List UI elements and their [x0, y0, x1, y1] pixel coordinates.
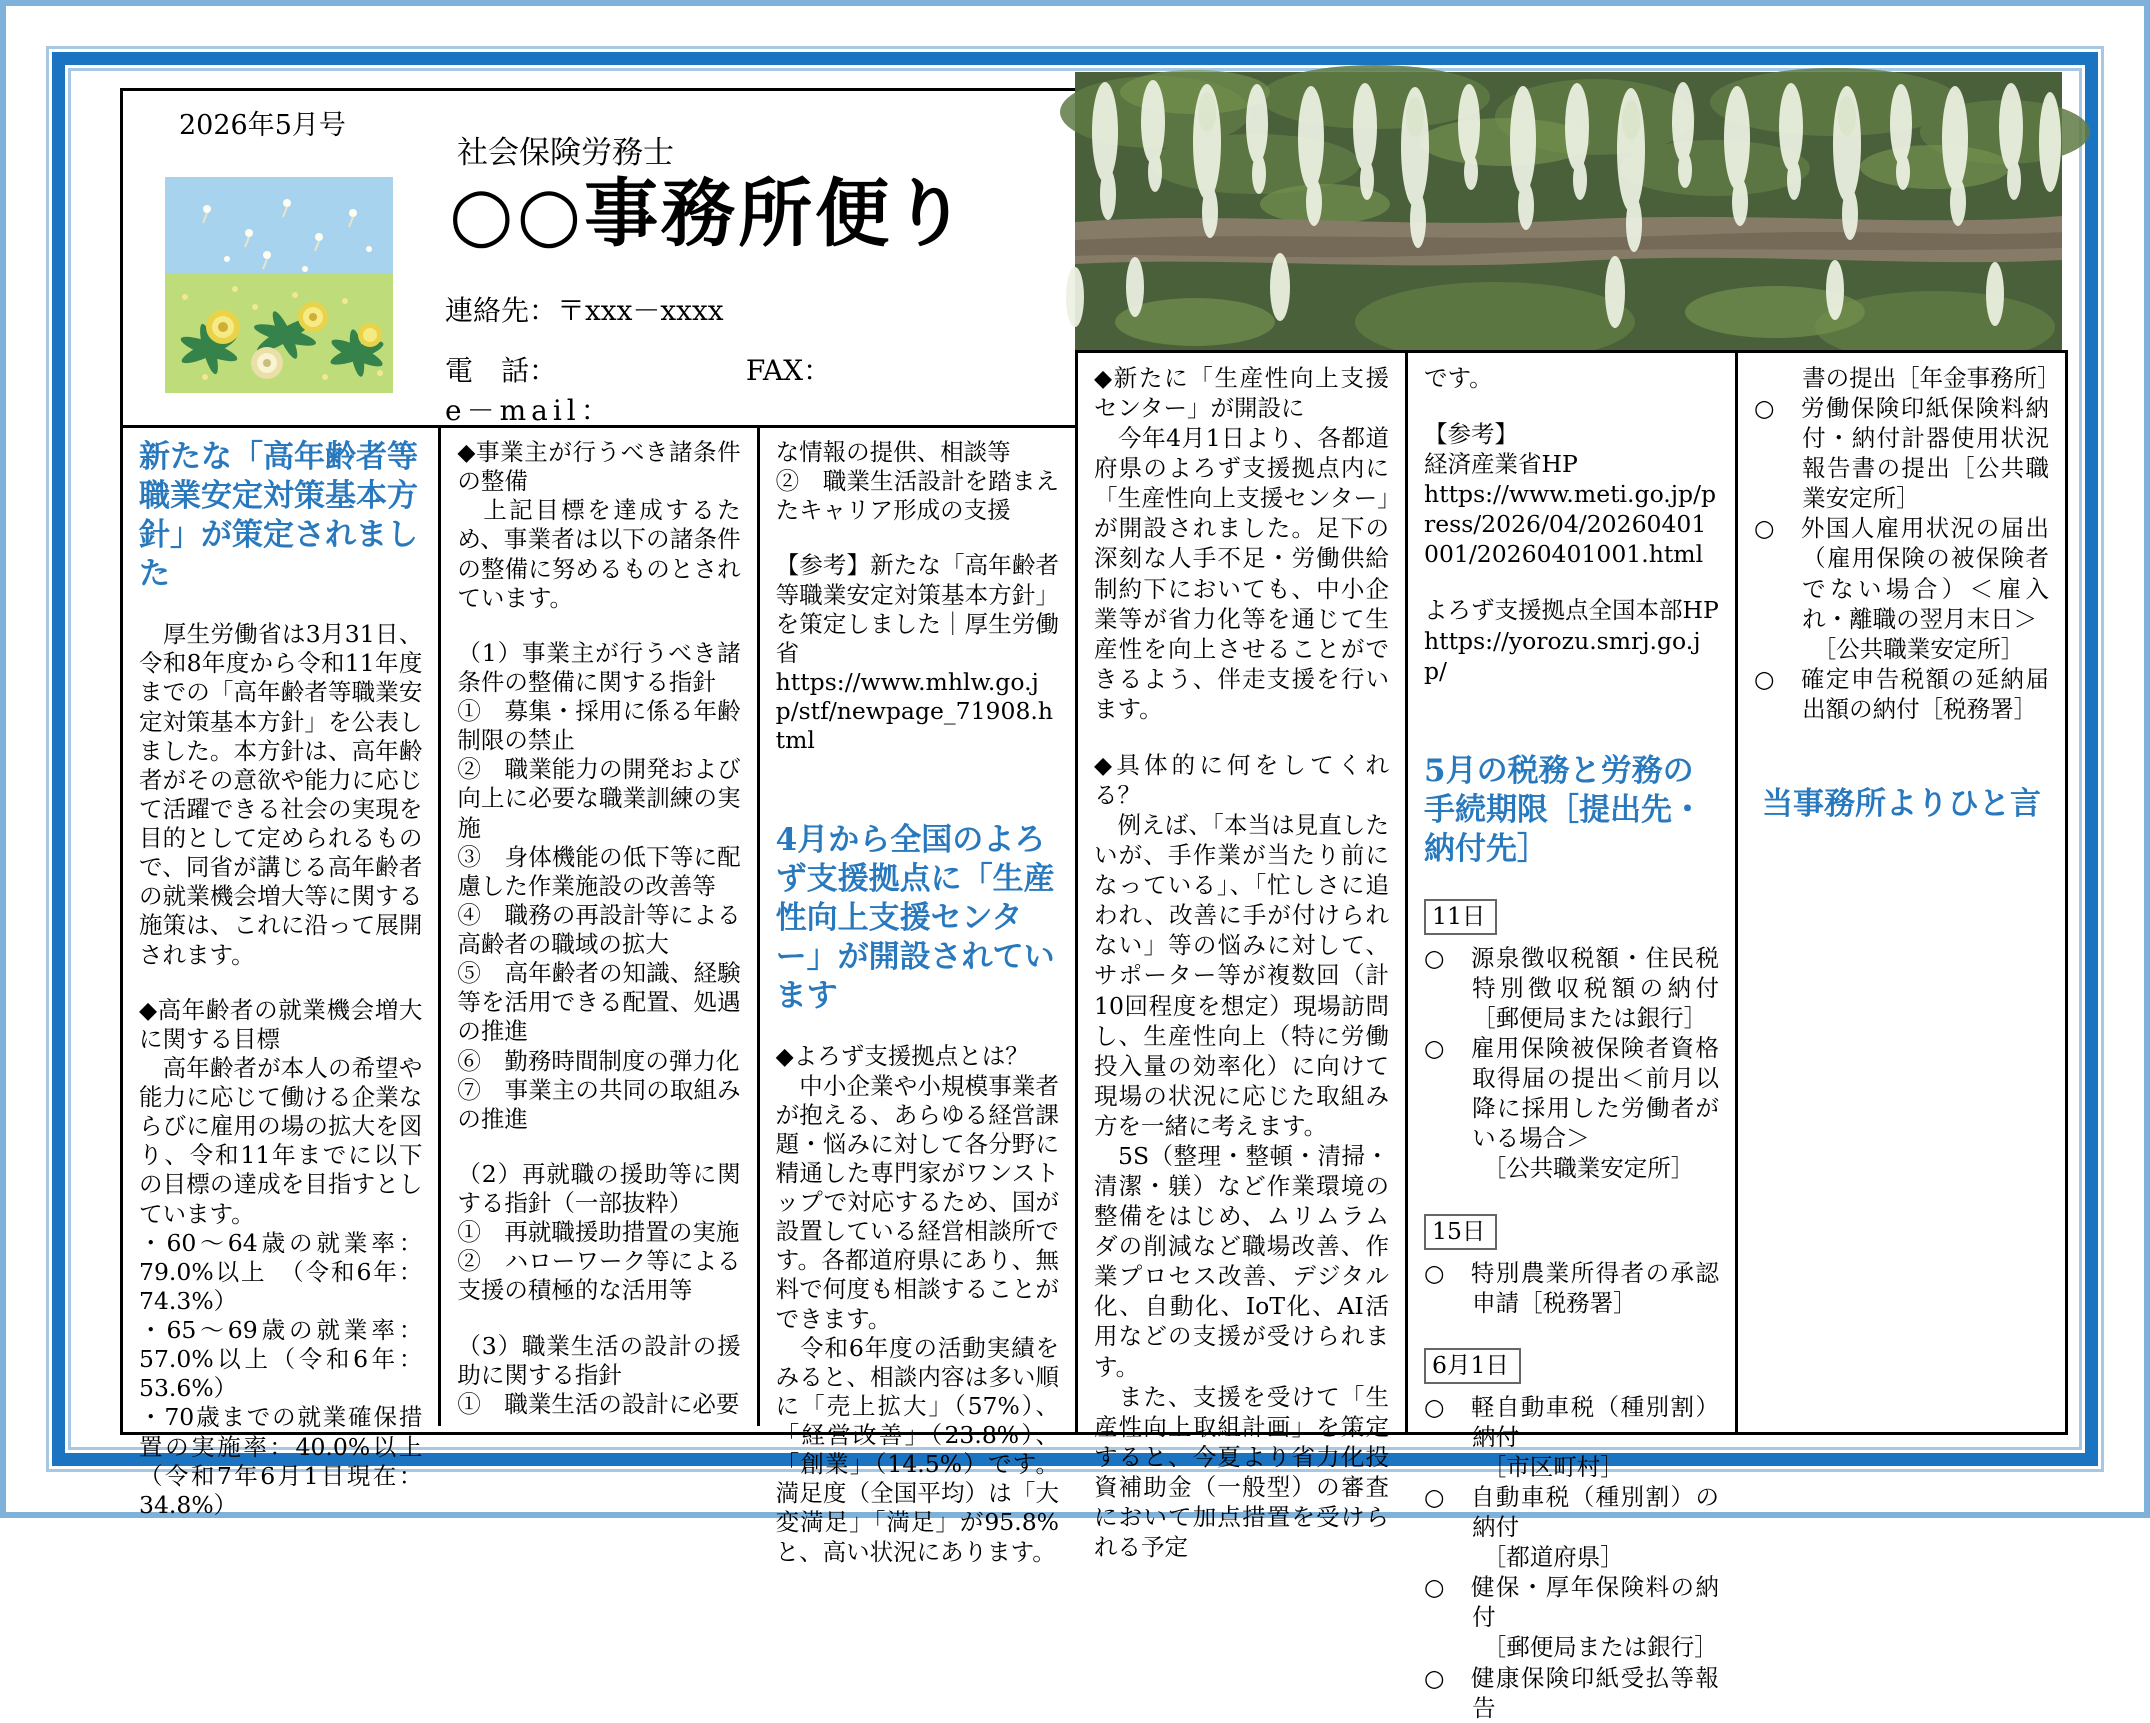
what-body: 中小企業や小規模事業者が抱える、あらゆる経営課題・悩みに対して各分野に精通した専門家がワンストップで対応するため、国が設置している経営相談所です。各都道府県にあり、無料で何度も相談することができます。 — [775, 1071, 1059, 1333]
guideline2-title: （2）再就職の援助等に関する指針（一部抜粋） — [457, 1159, 741, 1217]
guideline3-item: ① 職業生活の設計に必要 — [457, 1389, 740, 1418]
schedule-item: ○ 確定申告税額の延納届出額の納付［税務署］ — [1754, 664, 2049, 723]
guideline3-title: （3）職業生活の設計の援助に関する指針 — [457, 1331, 741, 1389]
schedule-item: ○ 雇用保険被保険者資格取得届の提出＜前月以降に採用した労働者がいる場合＞ — [1424, 1034, 1719, 1153]
reference-name: 経済産業省HP — [1424, 450, 1578, 479]
detail-body-continued: です。 — [1424, 364, 1493, 392]
closing-heading: 当事務所よりひと言 — [1762, 785, 2041, 822]
guideline1-item: ⑤ 高年齢者の知識、経験等を活用できる配置、処遇の推進 — [457, 959, 741, 1046]
what-body: 令和6年度の活動実績をみると、相談内容は多い順に「売上拡大」（57%）、「経営改善」（23.8%）、「創業」（14.5%）です。満足度（全国平均）は「大変満足」「満足」が95.8%と、高い状況にあります。 — [775, 1333, 1059, 1566]
goal-heading: ◆高年齢者の就業機会増大に関する目標 — [139, 995, 423, 1053]
profession-label: 社会保険労務士 — [457, 135, 674, 171]
deadline-date-box: 6月1日 — [1424, 1348, 1521, 1384]
schedule-item-place: ［郵便局または銀行］ — [1482, 1633, 1718, 1662]
guideline1-item: ⑥ 勤務時間制度の弾力化 — [457, 1046, 740, 1075]
wisteria-photo — [1075, 72, 2062, 350]
schedule-item: ○ 外国人雇用状況の届出（雇用保険の被保険者でない場合）＜雇入れ・離職の翌月末日＞ — [1754, 514, 2049, 633]
column-2 — [438, 428, 756, 1426]
article1-heading: 新たな「高年齢者等職業安定対策基本方針」が策定されました — [139, 439, 418, 593]
guideline1-item: ④ 職務の再設計等による高齢者の職域の拡大 — [457, 900, 741, 958]
employer-heading: ◆事業主が行うべき諸条件の整備 — [457, 438, 741, 496]
employer-body: 上記目標を達成するため、事業者は以下の諸条件の整備に努めるものとされています。 — [457, 496, 741, 612]
reference-url: https://www.meti.go.jp/press/2026/04/20260401001/20260401001.html — [1424, 480, 1717, 569]
deadline-date-box: 15日 — [1424, 1214, 1497, 1250]
goal-item: ・65～69歳の就業率：57.0%以上（令和6年：53.6%） — [139, 1316, 423, 1403]
what-heading: ◆よろず支援拠点とは？ — [775, 1042, 1029, 1071]
masthead — [123, 91, 1075, 428]
guideline1-item: ⑦ 事業主の共同の取組みの推進 — [457, 1075, 741, 1133]
email-label: e－mail： — [445, 394, 614, 427]
reference-url: https://yorozu.smrj.go.jp/ — [1424, 626, 1701, 685]
guideline1-item: ③ 身体機能の低下等に配慮した作業施設の改善等 — [457, 842, 741, 900]
guideline1-item: ① 募集・採用に係る年齢制限の禁止 — [457, 697, 741, 755]
open-heading: ◆新たに「生産性向上支援センター」が開設に — [1094, 364, 1389, 423]
guideline1-item: ② 職業能力の開発および向上に必要な職業訓練の実施 — [457, 755, 741, 842]
article1-intro: 厚生労働省は3月31日、令和8年度から令和11年度までの「高年齢者等職業安定対策基本方針」を公表しました。本方針は、高年齢者がその意欲や能力に応じて活躍できる社会の実現を目的として定められるもので、同省が講じる高年齢者の就業機会増大等に関する施策は、これに沿って展開されます。 — [139, 620, 423, 969]
reference-name: よろず支援拠点全国本部HP — [1424, 596, 1719, 625]
schedule-item: ○ 源泉徴収税額・住民税特別徴収税額の納付［郵便局または銀行］ — [1424, 943, 1719, 1033]
guideline3-item: ② 職業生活設計を踏まえたキャリア形成の支援 — [775, 467, 1059, 525]
guideline1-title: （1）事業主が行うべき諸条件の整備に関する指針 — [457, 638, 741, 696]
schedule-heading: 5月の税務と労務の手続期限［提出先・納付先］ — [1424, 752, 1703, 867]
dandelion-illustration — [165, 177, 393, 393]
contact-postal: 連絡先：〒xxx－xxxx — [445, 294, 724, 327]
column-3 — [757, 428, 1075, 1566]
schedule-item: ○ 健保・厚年保険料の納付 — [1424, 1573, 1719, 1632]
column-5 — [1405, 353, 1735, 1722]
schedule-item-place: ［公共職業安定所］ — [1482, 1154, 1695, 1183]
detail-body: 例えば、「本当は見直したいが、手作業が当たり前になっている」、「忙しさに追われ、改善に手が付けられない」等の悩みに対して、サポーター等が複数回（計10回程度を想定）現場訪問し、生産性向上（特に労働投入量の効率化）に向けて現場の状況に応じた取組み方を一緒に考えます。 — [1094, 811, 1389, 1140]
issue-date: 2026年5月号 — [179, 110, 346, 141]
schedule-item-continued: 書の提出［年金事務所］ — [1802, 364, 2061, 392]
detail-body: また、支援を受けて「生産性向上取組計画」を策定すると、今夏より省力化投資補助金（一般型）の審査において加点措置を受けられる予定 — [1094, 1382, 1389, 1561]
guideline2-item: ② ハローワーク等による支援の積極的な活用等 — [457, 1247, 741, 1305]
deadline-date-box: 11日 — [1424, 899, 1497, 935]
schedule-item-place: ［市区町村］ — [1482, 1453, 1624, 1482]
phone-label: 電 話： — [445, 354, 558, 387]
goal-item: ・70歳までの就業確保措置の実施率：40.0%以上（令和7年6月1日現在：34.8%） — [139, 1403, 423, 1519]
goal-item: ・60～64歳の就業率：79.0%以上 （令和6年：74.3%） — [139, 1228, 423, 1315]
dandelion-illustration-image — [165, 177, 393, 393]
article1-reference-url: https://www.mhlw.go.jp/stf/newpage_71908.html — [775, 667, 1054, 755]
schedule-item: ○ 健康保険印紙受払等報告 — [1424, 1663, 1719, 1722]
article2-heading: 4月から全国のよろず支援拠点に「生産性向上支援センター」が開設されています — [775, 822, 1055, 1015]
newsletter-title: ○○事務所便り — [449, 171, 970, 257]
reference-label: 【参考】 — [1424, 420, 1518, 449]
left-columns — [123, 428, 1075, 1566]
fax-label: FAX： — [745, 354, 832, 387]
detail-body: 5S（整理・整頓・清掃・清潔・躾）など作業環境の整備をはじめ、ムリムラムダの削減など職場改善、作業プロセス改善、デジタル化、自動化、IoT化、AI活用などの支援が受けられます。 — [1094, 1141, 1389, 1381]
schedule-item: ○ 軽自動車税（種別割）納付 — [1424, 1392, 1719, 1451]
schedule-item: ○ 労働保険印紙保険料納付・納付計器使用状況報告書の提出［公共職業安定所］ — [1754, 394, 2049, 513]
main-right-section — [1075, 350, 2068, 1722]
column-4 — [1078, 353, 1405, 1561]
column-6 — [1735, 353, 2065, 1432]
main-left-section — [120, 88, 1078, 1566]
contact-phone-row — [445, 349, 831, 389]
schedule-item: ○ 特別農業所得者の承認申請［税務署］ — [1424, 1258, 1719, 1317]
goal-body: 高年齢者が本人の希望や能力に応じて働ける企業ならびに雇用の場の拡大を図り、令和11年までに以下の目標の達成を目指すとしています。 — [139, 1053, 423, 1228]
wisteria-photo-image — [1075, 72, 2062, 350]
schedule-item-place: ［都道府県］ — [1482, 1543, 1624, 1572]
schedule-item: ○ 自動車税（種別割）の納付 — [1424, 1483, 1719, 1542]
guideline2-item: ① 再就職援助措置の実施 — [457, 1218, 740, 1247]
schedule-item-place: ［公共職業安定所］ — [1812, 634, 2025, 663]
guideline3-item-continued: な情報の提供、相談等 — [775, 438, 1011, 466]
column-1 — [123, 428, 438, 1519]
article1-reference: 【参考】新たな「高年齢者等職業安定対策基本方針」を策定しました｜厚生労働省 — [775, 551, 1059, 667]
open-body: 今年4月1日より、各都道府県のよろず支援拠点内に「生産性向上支援センター」が開設されました。足下の深刻な人手不足・労働供給制約下においても、中小企業等が省力化等を通じて生産性を向上させることができるよう、伴走支援を行います。 — [1094, 424, 1389, 723]
detail-heading: ◆具体的に何をしてくれる？ — [1094, 750, 1389, 810]
